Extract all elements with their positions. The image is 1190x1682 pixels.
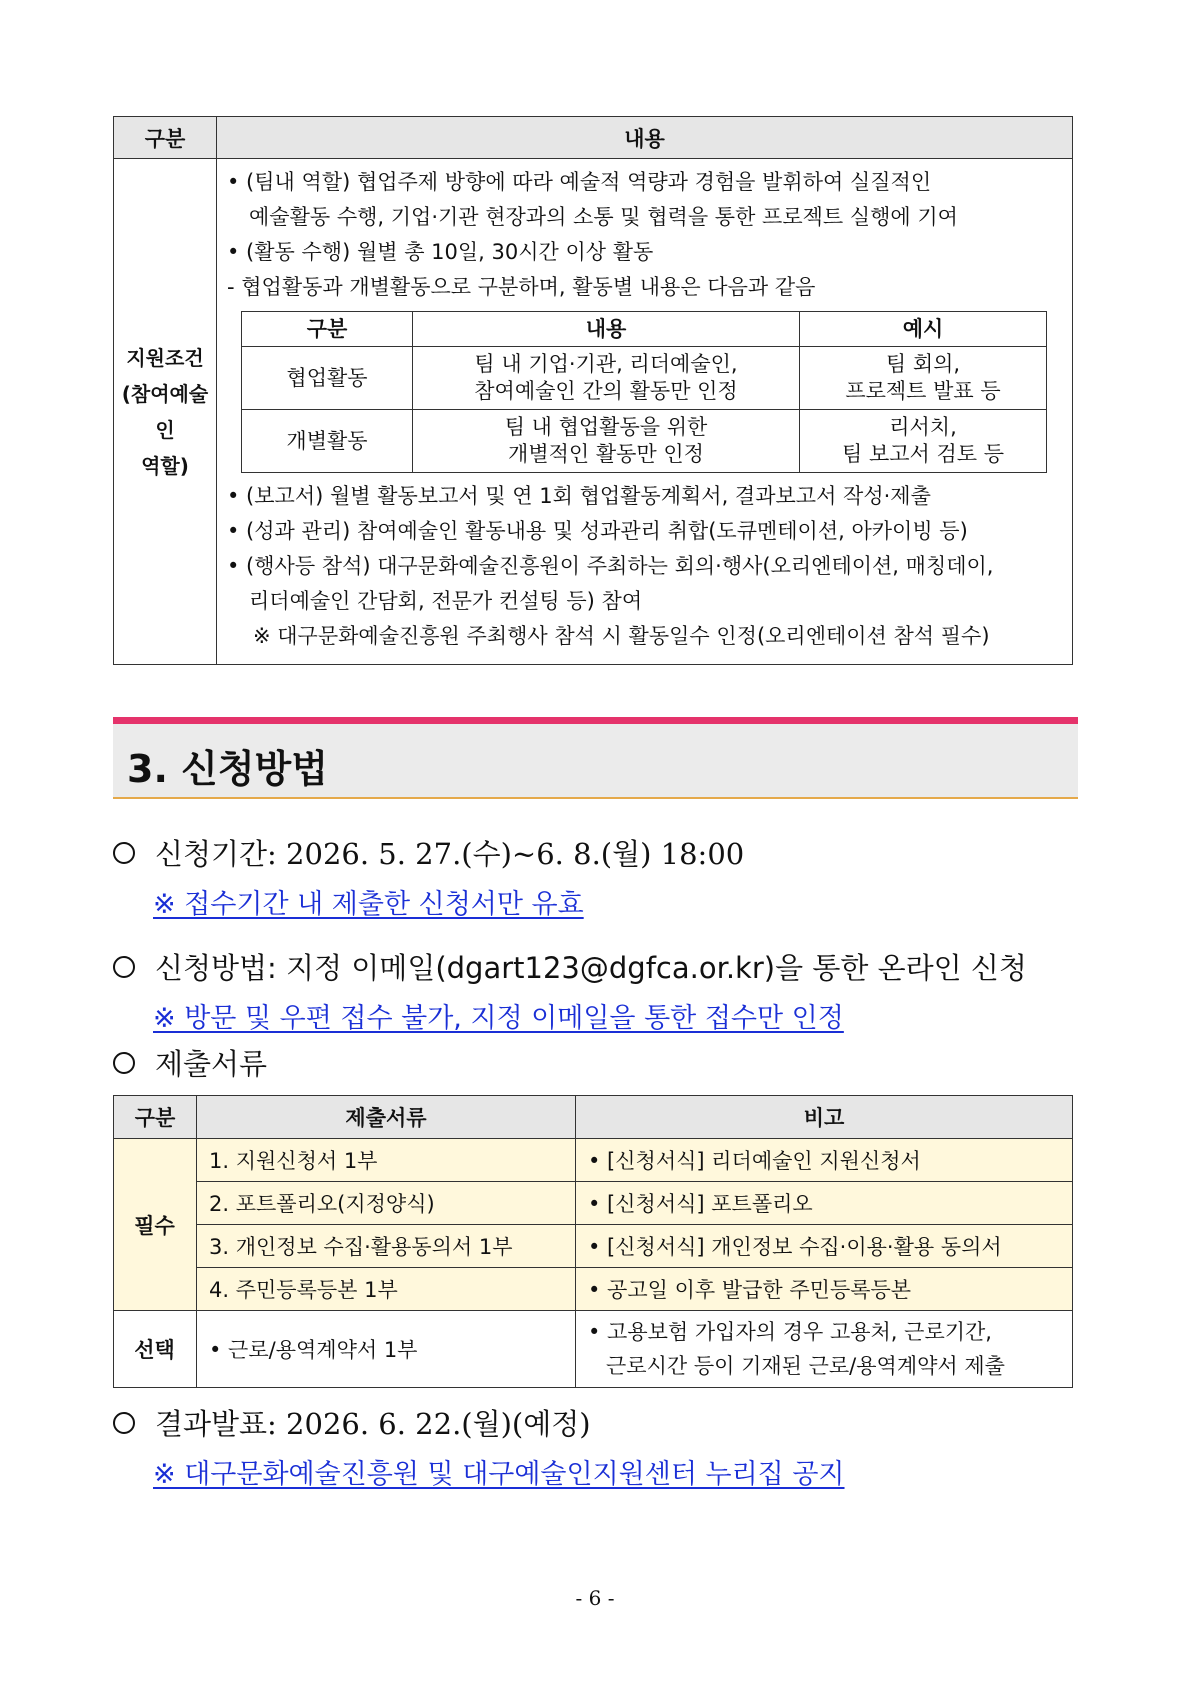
result-announcement-note: ※ 대구문화예술진흥원 및 대구예술인지원센터 누리집 공지: [153, 1459, 845, 1490]
content-line: • (성과 관리) 참여예술인 활동내용 및 성과관리 취합(도큐멘테이션, 아카이빙 등): [227, 519, 968, 543]
col-header-docs: 제출서류: [197, 1096, 576, 1139]
activity-row: [242, 410, 1047, 473]
table-row: [114, 1268, 1073, 1311]
doc-name: 3. 개인정보 수집·활용동의서 1부: [197, 1225, 576, 1268]
section-header: [113, 717, 1078, 799]
row-label: [114, 159, 217, 665]
table-header-row: [114, 117, 1073, 159]
content-note: ※ 대구문화예술진흥원 주최행사 참석 시 활동일수 인정(오리엔테이션 참석 필수): [253, 624, 990, 648]
activity-content-line: 개별적인 활동만 인정: [508, 442, 704, 466]
table-row: [114, 1311, 1073, 1388]
doc-name: 4. 주민등록등본 1부: [197, 1268, 576, 1311]
activity-table: [241, 311, 1047, 473]
table-row: [114, 159, 1073, 665]
row-label-line: 역할): [141, 453, 189, 478]
doc-note: [576, 1311, 1073, 1388]
doc-note-line: 근로시간 등이 기재된 근로/용역계약서 제출: [606, 1354, 1005, 1378]
activity-content-line: 참여예술인 간의 활동만 인정: [474, 379, 738, 403]
row-content: [217, 159, 1073, 665]
page-number: - 6 -: [575, 1586, 615, 1610]
activity-example-line: 리서치,: [889, 415, 957, 439]
content-line: • (행사등 참석) 대구문화예술진흥원이 주최하는 회의·행사(오리엔테이션, 매칭데이,: [227, 554, 994, 578]
col-header-note: 비고: [576, 1096, 1073, 1139]
activity-col-type: 구분: [242, 312, 413, 347]
table-row: [114, 1182, 1073, 1225]
activity-header-row: [242, 312, 1047, 347]
activity-type: 개별활동: [242, 410, 413, 473]
content-line: 리더예술인 간담회, 전문가 컨설팅 등) 참여: [249, 589, 643, 613]
result-announcement: [113, 1402, 591, 1443]
activity-content: [413, 347, 800, 410]
activity-example-line: 팀 보고서 검토 등: [841, 442, 1005, 466]
content-line: • (보고서) 월별 활동보고서 및 연 1회 협업활동계획서, 결과보고서 작성·제출: [227, 484, 931, 508]
col-header-category: 구분: [114, 1096, 197, 1139]
doc-note: • [신청서식] 포트폴리오: [576, 1182, 1073, 1225]
activity-col-example: 예시: [800, 312, 1047, 347]
application-period-note: ※ 접수기간 내 제출한 신청서만 유효: [153, 889, 584, 920]
col-header-content: 내용: [217, 117, 1073, 159]
application-period: [113, 832, 744, 873]
required-label: 필수: [114, 1139, 197, 1311]
support-conditions-table: [113, 116, 1073, 665]
content-line: - 협업활동과 개별활동으로 구분하며, 활동별 내용은 다음과 같음: [227, 275, 816, 299]
circle-bullet-icon: [113, 1052, 135, 1074]
section-title: 3. 신청방법: [127, 747, 328, 791]
doc-note: • 공고일 이후 발급한 주민등록등본: [576, 1268, 1073, 1311]
table-row: [114, 1139, 1073, 1182]
circle-bullet-icon: [113, 1412, 135, 1434]
col-header-category: 구분: [114, 117, 217, 159]
submission-docs-table: [113, 1095, 1073, 1388]
doc-note: • [신청서식] 개인정보 수집·이용·활용 동의서: [576, 1225, 1073, 1268]
activity-type: 협업활동: [242, 347, 413, 410]
doc-name: • 근로/용역계약서 1부: [197, 1311, 576, 1388]
doc-note-line: • 고용보험 가입자의 경우 고용처, 근로기간,: [588, 1320, 992, 1344]
docs-title-text: 제출서류: [155, 1047, 268, 1081]
content-line: 예술활동 수행, 기업·기관 현장과의 소통 및 협력을 통한 프로젝트 실행에 기여: [249, 205, 958, 229]
row-label-line: 지원조건: [126, 345, 204, 370]
activity-example-line: 프로젝트 발표 등: [845, 379, 1001, 403]
activity-content: [413, 410, 800, 473]
content-line: • (활동 수행) 월별 총 10일, 30시간 이상 활동: [227, 240, 654, 264]
circle-bullet-icon: [113, 842, 135, 864]
table-row: [114, 1225, 1073, 1268]
row-label-line: (참여예술인: [121, 381, 209, 442]
doc-note: • [신청서식] 리더예술인 지원신청서: [576, 1139, 1073, 1182]
doc-name: 1. 지원신청서 1부: [197, 1139, 576, 1182]
activity-example: [800, 410, 1047, 473]
activity-example: [800, 347, 1047, 410]
application-method: [113, 946, 1027, 987]
activity-row: [242, 347, 1047, 410]
circle-bullet-icon: [113, 956, 135, 978]
content-line: • (팀내 역할) 협업주제 방향에 따라 예술적 역량과 경험을 발휘하여 실질적인: [227, 170, 932, 194]
application-method-text: 신청방법: 지정 이메일(dgart123@dgfca.or.kr)을 통한 온라인 신청: [155, 951, 1027, 985]
activity-content-line: 팀 내 기업·기관, 리더예술인,: [474, 352, 738, 376]
application-method-note: ※ 방문 및 우편 접수 불가, 지정 이메일을 통한 접수만 인정: [153, 1003, 844, 1034]
activity-col-content: 내용: [413, 312, 800, 347]
activity-example-line: 팀 회의,: [885, 352, 961, 376]
activity-content-line: 팀 내 협업활동을 위한: [504, 415, 708, 439]
optional-label: 선택: [114, 1311, 197, 1388]
doc-name: 2. 포트폴리오(지정양식): [197, 1182, 576, 1225]
docs-title: [113, 1042, 267, 1083]
table-header-row: [114, 1096, 1073, 1139]
result-announcement-text: 결과발표: 2026. 6. 22.(월)(예정): [155, 1407, 591, 1441]
application-period-text: 신청기간: 2026. 5. 27.(수)~6. 8.(월) 18:00: [155, 837, 745, 871]
